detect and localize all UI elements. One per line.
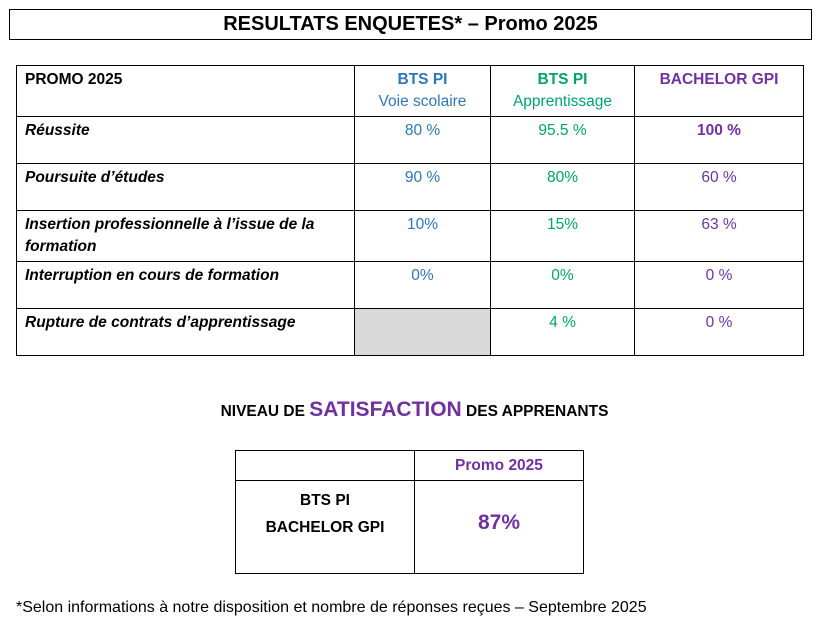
column-name: BTS PI bbox=[537, 71, 588, 88]
cell-value: 80% bbox=[491, 164, 635, 211]
results-table bbox=[16, 65, 804, 356]
page-title: RESULTATS ENQUETES* – Promo 2025 bbox=[9, 9, 812, 40]
satisfaction-row bbox=[236, 481, 584, 574]
cell-empty-grey bbox=[355, 309, 491, 356]
table-row bbox=[17, 117, 804, 164]
column-sub: Apprentissage bbox=[512, 93, 613, 110]
satisfaction-header-row bbox=[236, 451, 584, 481]
cell-value: 0% bbox=[491, 262, 635, 309]
satisfaction-column-header: Promo 2025 bbox=[415, 451, 584, 481]
row-label: Insertion professionnelle à l’issue de la formation bbox=[17, 211, 355, 262]
table-row bbox=[17, 211, 804, 262]
heading-emphasis: SATISFACTION bbox=[309, 398, 462, 421]
satisfaction-table bbox=[235, 450, 584, 574]
cell-value: 90 % bbox=[355, 164, 491, 211]
cell-value: 95.5 % bbox=[491, 117, 635, 164]
table-row bbox=[17, 262, 804, 309]
header-corner: PROMO 2025 bbox=[17, 66, 355, 117]
header-bts-pi-apprentissage bbox=[491, 66, 635, 117]
satisfaction-value: 87% bbox=[415, 481, 584, 574]
row-label: Réussite bbox=[17, 117, 355, 164]
column-sub: Voie scolaire bbox=[378, 93, 467, 110]
cell-value: 63 % bbox=[635, 211, 804, 262]
cell-value: 80 % bbox=[355, 117, 491, 164]
row-label: Rupture de contrats d’apprentissage bbox=[17, 309, 355, 356]
heading-suffix: DES APPRENANTS bbox=[461, 403, 609, 420]
cell-value: 10% bbox=[355, 211, 491, 262]
cell-value: 4 % bbox=[491, 309, 635, 356]
cell-value: 60 % bbox=[635, 164, 804, 211]
row-label: Poursuite d’études bbox=[17, 164, 355, 211]
cell-value: 15% bbox=[491, 211, 635, 262]
cell-value: 0 % bbox=[635, 262, 804, 309]
program-label: BTS PI bbox=[300, 492, 350, 509]
table-row bbox=[17, 164, 804, 211]
heading-prefix: NIVEAU DE bbox=[220, 403, 310, 420]
cell-value: 0% bbox=[355, 262, 491, 309]
program-label: BACHELOR GPI bbox=[265, 519, 385, 536]
footnote: *Selon informations à notre disposition et nombre de réponses reçues – Septembre 2025 bbox=[16, 599, 647, 616]
satisfaction-programs bbox=[236, 481, 415, 574]
table-header-row bbox=[17, 66, 804, 117]
satisfaction-heading bbox=[0, 398, 829, 422]
cell-value: 0 % bbox=[635, 309, 804, 356]
header-bachelor-gpi bbox=[635, 66, 804, 117]
header-bts-pi-scolaire bbox=[355, 66, 491, 117]
row-label: Interruption en cours de formation bbox=[17, 262, 355, 309]
column-name: BACHELOR GPI bbox=[659, 71, 779, 88]
cell-value: 100 % bbox=[635, 117, 804, 164]
table-row bbox=[17, 309, 804, 356]
satisfaction-corner bbox=[236, 451, 415, 481]
column-name: BTS PI bbox=[397, 71, 448, 88]
